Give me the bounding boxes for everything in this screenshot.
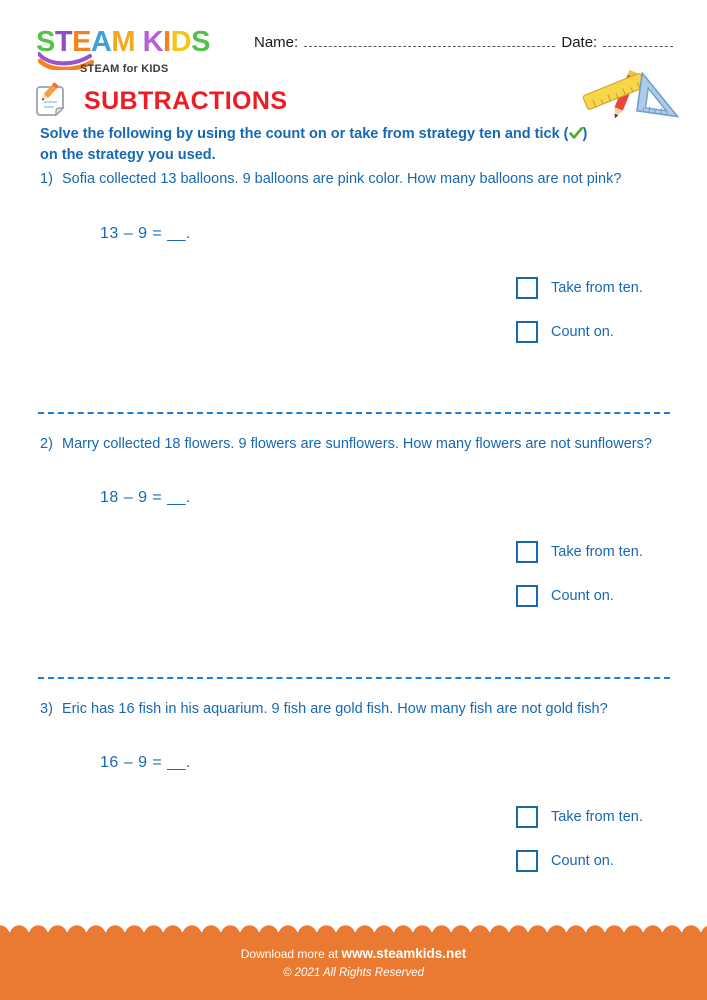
question-2-text	[40, 434, 680, 455]
question-2-equation[interactable]: 18 – 9 = __.	[100, 489, 191, 506]
option-row[interactable]	[516, 806, 643, 828]
logo-letter-8: D	[170, 26, 192, 58]
checkbox-count-on[interactable]	[516, 850, 538, 872]
name-input-line[interactable]	[304, 45, 555, 47]
logo-letter-3: A	[90, 26, 112, 58]
page-footer	[0, 932, 707, 1000]
question-3-text	[40, 699, 680, 720]
footer-download-prefix: Download more at	[240, 947, 339, 961]
checkbox-take-from-ten[interactable]	[516, 541, 538, 563]
option-row[interactable]	[516, 277, 643, 299]
page-title-row	[36, 82, 287, 120]
footer-website-link[interactable]: www.steamkids.net	[341, 946, 467, 961]
instructions	[40, 124, 674, 165]
option-label: Count on.	[551, 588, 614, 604]
footer-copyright: © 2021 All Rights Reserved	[282, 967, 424, 980]
logo-tagline: STEAM for KIDS	[80, 63, 169, 75]
question-1-options	[516, 277, 643, 365]
logo-letter-2: E	[72, 26, 91, 58]
question-1-number: 1)	[40, 171, 53, 187]
footer-content	[0, 932, 707, 979]
question-3-number: 3)	[40, 701, 53, 717]
option-label: Take from ten.	[551, 809, 643, 825]
question-2-body: Marry collected 18 flowers. 9 flowers are sunflowers. How many flowers are not sunflowers?	[62, 436, 652, 452]
notepad-pencil-icon	[36, 82, 70, 120]
option-row[interactable]	[516, 585, 643, 607]
instructions-part1: Solve the following by using the count on or take from strategy ten and tick (	[40, 126, 569, 142]
question-2-options	[516, 541, 643, 629]
logo-letter-0: S	[36, 26, 55, 58]
question-1-equation[interactable]: 13 – 9 = __.	[100, 225, 191, 242]
logo-letter-9: S	[191, 26, 210, 58]
separator-2	[38, 677, 670, 679]
checkbox-take-from-ten[interactable]	[516, 806, 538, 828]
footer-download-line	[0, 944, 707, 964]
option-label: Count on.	[551, 853, 614, 869]
checkbox-take-from-ten[interactable]	[516, 277, 538, 299]
logo-letter-1: T	[54, 26, 73, 58]
instructions-line2: on the strategy you used.	[40, 146, 216, 163]
option-label: Take from ten.	[551, 544, 643, 560]
logo-letter-4: M	[111, 26, 136, 58]
option-row[interactable]	[516, 541, 643, 563]
question-1-body: Sofia collected 13 balloons. 9 balloons are pink color. How many balloons are not pink?	[62, 171, 622, 187]
logo-letter-5	[135, 28, 143, 57]
option-label: Count on.	[551, 324, 614, 340]
option-row[interactable]	[516, 321, 643, 343]
checkmark-icon	[569, 127, 583, 140]
date-input-line[interactable]	[603, 45, 673, 47]
steam-kids-logo	[36, 28, 236, 75]
name-label: Name:	[254, 34, 299, 51]
option-row[interactable]	[516, 850, 643, 872]
question-3-options	[516, 806, 643, 894]
instructions-part2: )	[582, 126, 588, 142]
question-3-equation[interactable]: 16 – 9 = __.	[100, 754, 191, 771]
date-label: Date:	[561, 34, 598, 51]
page-title: SUBTRACTIONS	[84, 86, 288, 115]
question-1-text	[40, 169, 680, 190]
logo-letter-6: K	[142, 26, 164, 58]
question-3-body: Eric has 16 fish in his aquarium. 9 fish are gold fish. How many fish are not gold fish?	[62, 701, 608, 717]
checkbox-count-on[interactable]	[516, 321, 538, 343]
checkbox-count-on[interactable]	[516, 585, 538, 607]
separator-1	[38, 412, 670, 414]
name-date-row	[254, 34, 679, 51]
option-label: Take from ten.	[551, 280, 643, 296]
logo-letter-7: I	[163, 26, 171, 58]
question-2-number: 2)	[40, 436, 53, 452]
ruler-pencil-triangle-icon	[579, 62, 689, 124]
